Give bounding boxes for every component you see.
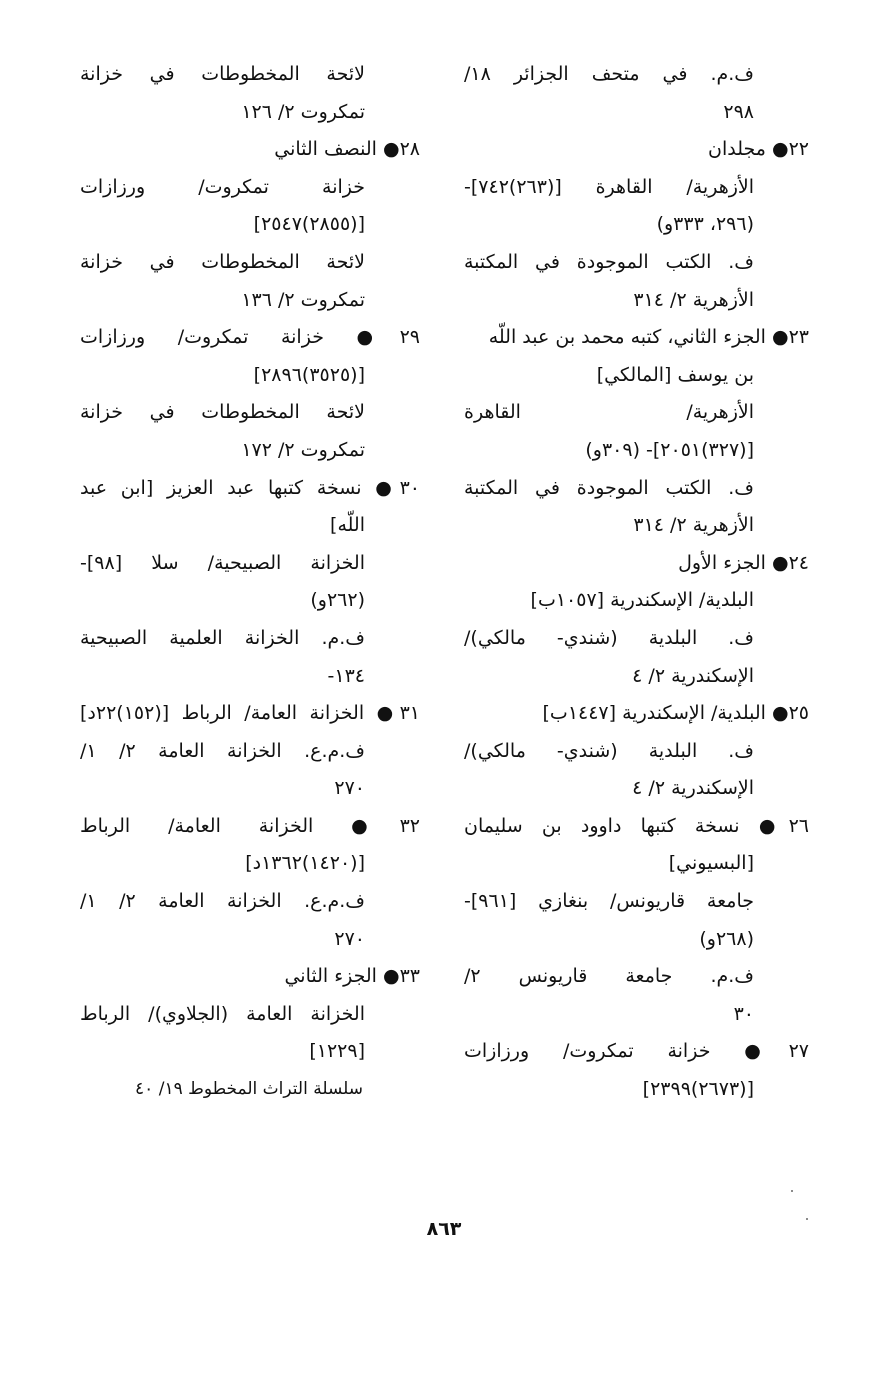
entry-detail-line: لائحة المخطوطات في خزانة: [80, 250, 365, 273]
entry-detail-line: الأزهرية/ القاهرة [(٢٦٣)٧٤٢]-: [464, 175, 754, 198]
entry-detail-line: ١٣٤-: [327, 664, 365, 687]
scan-speck: [806, 1218, 808, 1220]
entry-detail-line: تمكروت ٢/ ١٧٢: [241, 438, 365, 461]
entry-detail-line: (٢٦٨و): [699, 927, 754, 950]
entry-detail-line: تمكروت ٢/ ١٢٦: [241, 100, 365, 123]
entry-detail-line: ف. الكتب الموجودة في المكتبة: [464, 476, 754, 499]
entry-detail-line: ف.م. الخزانة العلمية الصبيحية: [80, 626, 365, 649]
entry-detail-line: جامعة قاريونس/ بنغازي [٩٦١]-: [464, 890, 754, 913]
entry-heading: ٣٢● الخزانة العامة/ الرباط: [80, 814, 420, 837]
entry-detail-line: (٢٦٢و): [310, 589, 365, 612]
entry-detail-line: (٢٩٦، ٣٣٣و): [656, 213, 754, 236]
entry-heading: ٢٣● الجزء الثاني، كتبه محمد بن عبد اللّه: [488, 326, 809, 349]
entry-heading: ٢٢● مجلدان: [708, 138, 809, 161]
entry-detail-line: ف.م. في متحف الجزائر ١٨/: [464, 63, 754, 85]
entry-heading: ٣٣● الجزء الثاني: [284, 965, 420, 988]
entry-heading: ٢٥● البلدية/ الإسكندرية [١٤٤٧ب]: [542, 702, 809, 725]
scan-speck: [791, 1190, 793, 1192]
entry-detail-line: ف. البلدية (شندي- مالكي)/: [464, 626, 754, 649]
entry-detail-line: ٢٧٠: [334, 927, 365, 950]
entry-heading: ٢٨● النصف الثاني: [274, 138, 420, 161]
entry-detail-line: ٣٠: [733, 1002, 754, 1025]
entry-heading: ٣١● الخزانة العامة/ الرباط [(١٥٢)٢٢د]: [80, 702, 420, 725]
entry-detail-line: ٢٩٨: [723, 100, 754, 123]
entry-detail-line: الأزهرية/ القاهرة: [464, 401, 754, 424]
entry-detail-line: [(٣٥٢٥)٢٨٩٦]: [253, 363, 365, 386]
entry-detail-line: بن يوسف [المالكي]: [596, 363, 754, 386]
entry-detail-line: تمكروت ٢/ ١٣٦: [241, 288, 365, 311]
entry-heading: ٢٩● خزانة تمكروت/ ورزازات: [80, 326, 420, 349]
entry-detail-line: اللّه]: [330, 514, 365, 537]
series-source-note: سلسلة التراث المخطوط ١٩/ ٤٠: [135, 1079, 363, 1099]
entry-heading: ٢٧● خزانة تمكروت/ ورزازات: [464, 1040, 809, 1063]
entry-detail-line: [البسيوني]: [668, 852, 754, 875]
entry-detail-line: [(١٤٢٠)١٣٦٢د]: [245, 852, 365, 875]
entry-detail-line: [(٣٢٧)٢٠٥١]- (٣٠٩و): [585, 438, 754, 461]
left-column: [80, 56, 420, 1071]
entry-heading: ٢٤● الجزء الأول: [678, 551, 809, 574]
entry-detail-line: لائحة المخطوطات في خزانة: [80, 401, 365, 424]
entry-detail-line: خزانة تمكروت/ ورزازات: [80, 175, 365, 198]
entry-detail-line: لائحة المخطوطات في خزانة: [80, 63, 365, 85]
entry-heading: ٣٠● نسخة كتبها عبد العزيز [ابن عبد: [80, 476, 420, 499]
right-column: [464, 56, 809, 1109]
entry-detail-line: ف.م. جامعة قاريونس ٢/: [464, 965, 754, 988]
entry-detail-line: [١٢٢٩]: [309, 1040, 365, 1063]
entry-detail-line: ف. البلدية (شندي- مالكي)/: [464, 739, 754, 762]
entry-detail-line: ف.م.ع. الخزانة العامة ٢/ ١/: [80, 890, 365, 913]
entry-detail-line: الإسكندرية ٢/ ٤: [632, 664, 754, 687]
entry-detail-line: الخزانة الصبيحية/ سلا [٩٨]-: [80, 551, 365, 574]
entry-heading: ٢٦● نسخة كتبها داوود بن سليمان: [464, 814, 809, 837]
entry-detail-line: الأزهرية ٢/ ٣١٤: [633, 288, 754, 311]
entry-detail-line: [(٢٨٥٥)٢٥٤٧]: [253, 213, 365, 236]
page-number: ٨٦٣: [426, 1218, 462, 1240]
entry-detail-line: الأزهرية ٢/ ٣١٤: [633, 514, 754, 537]
entry-detail-line: ف. الكتب الموجودة في المكتبة: [464, 250, 754, 273]
entry-detail-line: الخزانة العامة (الجلاوي)/ الرباط: [80, 1002, 365, 1025]
entry-detail-line: ٢٧٠: [334, 777, 365, 800]
entry-detail-line: البلدية/ الإسكندرية [١٠٥٧ب]: [530, 589, 754, 612]
entry-detail-line: [(٢٦٧٣)٢٣٩٩]: [642, 1078, 754, 1101]
entry-detail-line: ف.م.ع. الخزانة العامة ٢/ ١/: [80, 739, 365, 762]
entry-detail-line: الإسكندرية ٢/ ٤: [632, 777, 754, 800]
